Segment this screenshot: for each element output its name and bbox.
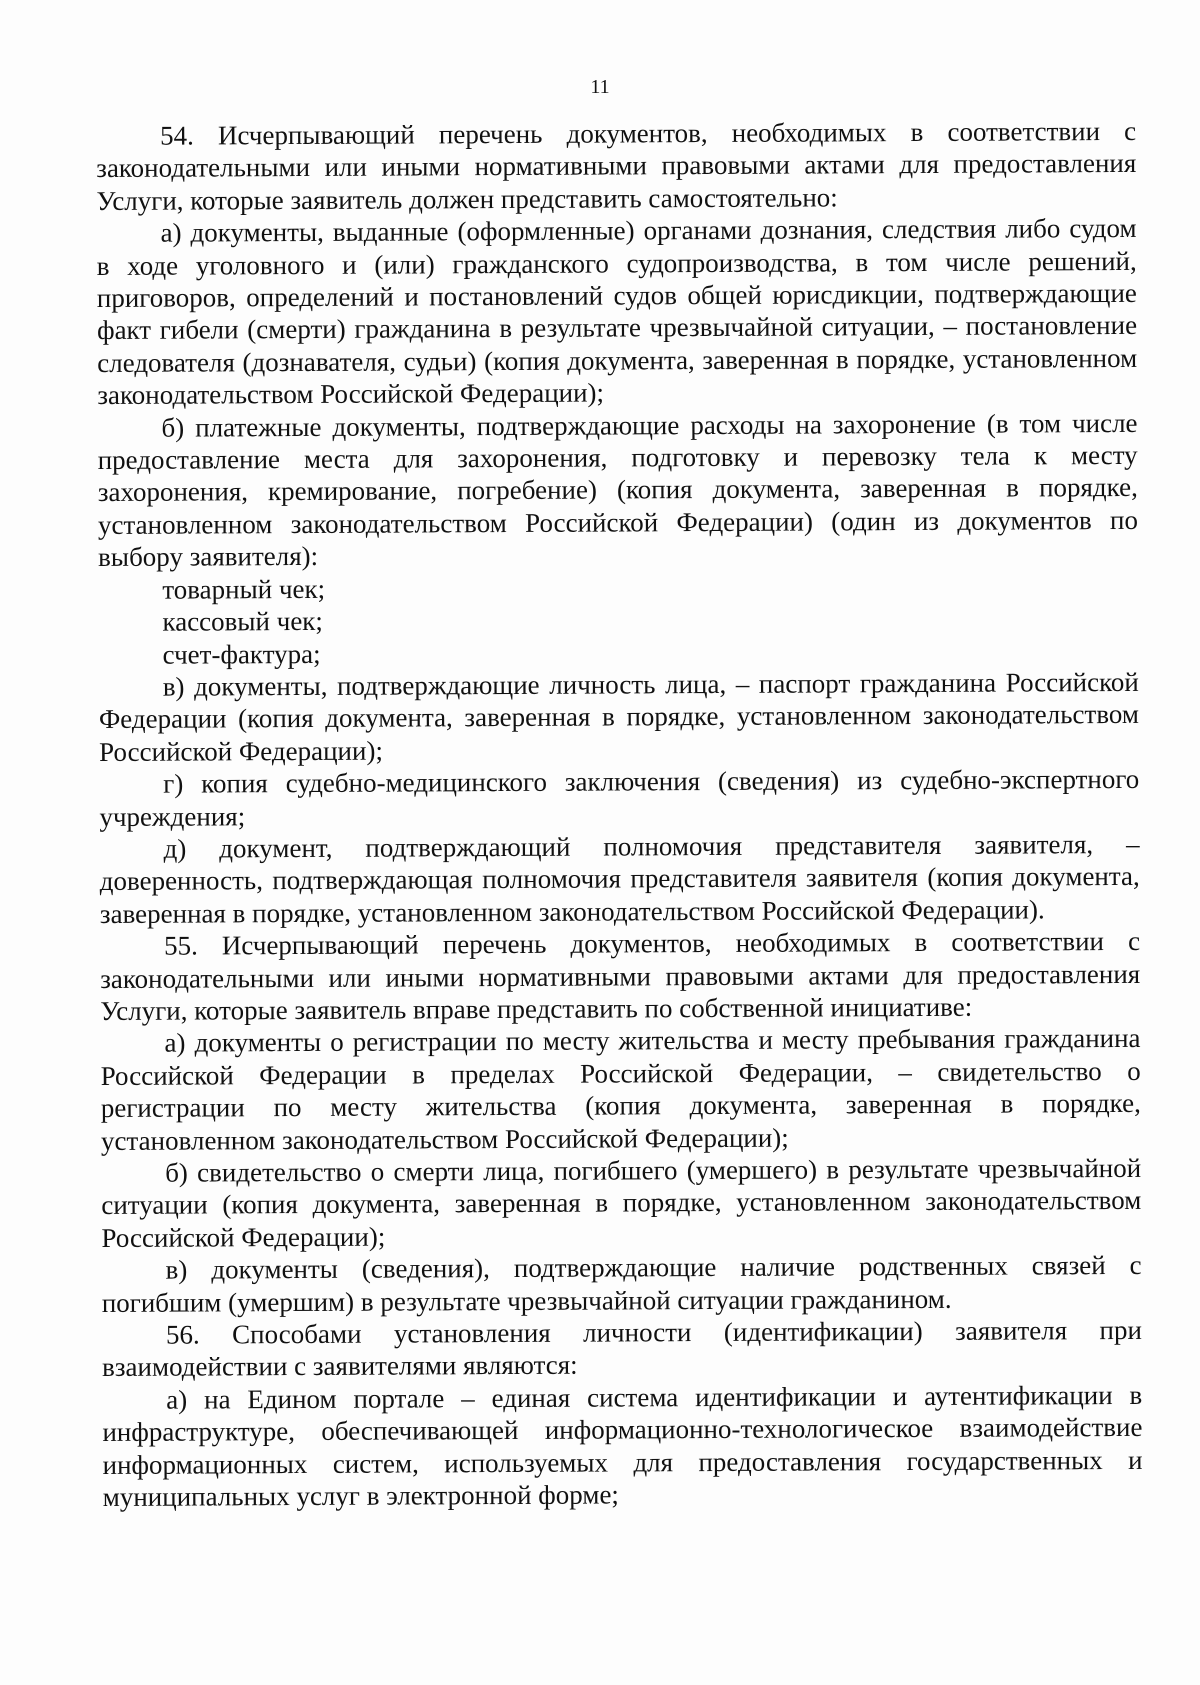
list-item-sales-receipt: товарный чек; bbox=[162, 573, 326, 605]
paragraph-55: 55. Исчерпывающий перечень документов, необходимых в соответствии с законодательными или иными нормативными правовыми актами для предоставления Услуги, которые заявитель вправе представить по собственной инициативе: bbox=[100, 926, 1141, 1026]
paragraph-54-a: а) документы, выданные (оформленные) органами дознания, следствия либо судом в ходе уголовного и (или) гражданского судопроизводства, в том числе решений, приговоров, определений и постановлений судов общей юрисдикции, подтверждающие факт гибели (смерти) гражданина в результате чрезвычайной ситуации, – постановление следователя (дознавателя, судьи) (копия документа, заверенная в порядке, установленном законодательством Российской Федерации); bbox=[96, 213, 1138, 411]
paragraph-54-d: д) документ, подтверждающий полномочия представителя заявителя, – доверенность, подтверждающая полномочия представителя заявителя (копия документа, заверенная в порядке, установленном законодательством Российской Федерации). bbox=[99, 828, 1140, 929]
paragraph-54-b: б) платежные документы, подтверждающие расходы на захоронение (в том числе предоставление места для захоронения, подготовку и перевозку тела к месту захоронения, кремирование, погребение) (копия документа, заверенная в порядке, установленном законодательством Российской Федерации) (один из документов по выбору заявителя): bbox=[97, 407, 1139, 573]
paragraph-55-a: а) документы о регистрации по месту жительства и месту пребывания гражданина Российской Федерации в пределах Российской Федерации, – свидетельство о регистрации по месту жительства (копия документа, заверенная в порядке, установленном законодательством Российской Федерации); bbox=[100, 1023, 1141, 1156]
paragraph-55-b: б) свидетельство о смерти лица, погибшего (умершего) в результате чрезвычайной ситуации (копия документа, заверенная в порядке, установленном законодательством Российской Федерации); bbox=[101, 1152, 1142, 1253]
paragraph-56-a: а) на Едином портале – единая система идентификации и аутентификации в инфраструктуре, обеспечивающей информационно-технологическое взаимодействие информационных систем, используемых для предоставления государственных и муниципальных услуг в электронной форме; bbox=[102, 1379, 1143, 1513]
paragraph-54-g: г) копия судебно-медицинского заключения (сведения) из судебно-экспертного учреждения; bbox=[99, 764, 1140, 832]
document-body bbox=[96, 115, 1143, 1514]
paragraph-56: 56. Способами установления личности (идентификации) заявителя при взаимодействии с заявителями являются: bbox=[102, 1314, 1142, 1383]
paragraph-54: 54. Исчерпывающий перечень документов, необходимых в соответствии с законодательными или иными нормативными правовыми актами для предоставления Услуги, которые заявитель должен представить самостоятельно: bbox=[96, 115, 1137, 216]
paragraph-55-v: в) документы (сведения), подтверждающие наличие родственных связей с погибшим (умершим) в результате чрезвычайной ситуации гражданином. bbox=[101, 1250, 1142, 1318]
list-item-cash-receipt: кассовый чек; bbox=[162, 605, 323, 637]
page-number: 11 bbox=[590, 76, 610, 98]
paragraph-54-v: в) документы, подтверждающие личность лица, – паспорт гражданина Российской Федерации (копия документа, заверенная в порядке, установленном законодательством Российской Федерации); bbox=[98, 666, 1139, 767]
list-item-invoice: счет-фактура; bbox=[162, 638, 321, 670]
